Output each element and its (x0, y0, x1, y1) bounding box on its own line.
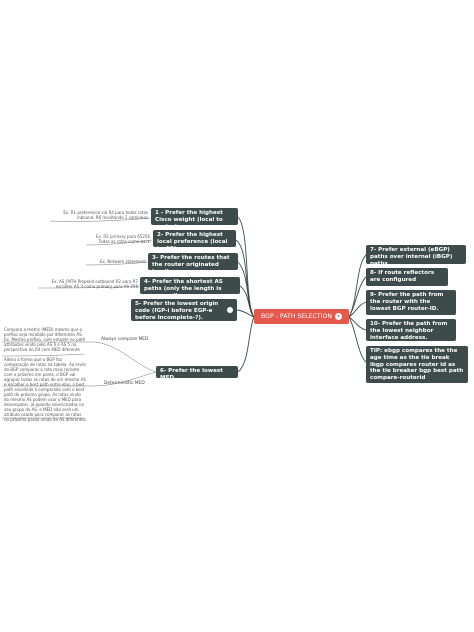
node-8-text: 8- If route reflectors are configured (370, 270, 435, 283)
note-line-5 (95, 342, 156, 372)
note-weight-example: Ex. R1 preferencia via R4 para todas rotas inbound. R6 resultando 2 caminhos (63, 210, 148, 220)
node-1-weight[interactable] (151, 208, 238, 230)
connector-11 (349, 317, 366, 362)
node-1-text: 1 - Prefer the highest Cisco weight (local to router). (155, 210, 223, 230)
note-local-pref-example: Ex. R2 primary para 65256 Todas as rotas como back (95, 234, 150, 244)
note-as-path-example: Ex. AS_PATH Prepend outbound R2 para R7 escolher AS 3 como primary para AS 256 (51, 279, 138, 289)
note-network-statement: Ex. Network statement (99, 259, 146, 264)
node-7-ebgp-over-ibgp[interactable] (366, 245, 466, 267)
node-3-text: 3- Prefer the routes that the router originated locally. (152, 255, 230, 275)
node-2-local-preference[interactable] (153, 230, 236, 252)
connector-6 (238, 317, 254, 372)
connector-7 (349, 255, 366, 317)
node-7-text: 7- Prefer external (eBGP) paths over internal (iBGP) paths (370, 247, 453, 267)
node-tip[interactable] (366, 346, 468, 383)
node-5-circle-icon (227, 307, 233, 313)
node-6-med[interactable] (156, 366, 238, 381)
central-title: BGP - PATH SELECTION (261, 313, 332, 320)
node-9-router-id[interactable] (366, 290, 456, 315)
note-line-9 (2, 354, 84, 356)
note-always-compare-med: Compara a metric (MED) mesmo que o prefixo seja recebido por diferentes AS. Ex. Mesmo prefixo, com empate no path attributes vindo pelo AS 3 e AS 5 na perspectiva do R4 com MED diferente (4, 327, 86, 352)
node-6-text: 6- Prefer the lowest MED. (160, 368, 223, 381)
node-5-text: 5- Prefer the lowest origin code (IGP-i before EGP-e before Incomplete-?). (135, 301, 219, 321)
label-always-compare-med[interactable]: Always compare MED (101, 337, 149, 342)
note-deterministic-med: Altera a forma que o BGP faz comparação de rotas na tabela. Ao invés do BGP comparar a rota mais recente com o próximo em pares, o BGP vai agrupar todas as rotas de um mesmo AS e escolher o best path entre elas, o best path escolhido é comparado com o best path de próximo grupo. As rotas vindo do mesmo AS podem usar o MED para desempatar, já quando selecionadas no seu grupo de AS, o MED não será um atributo usado para comparar as rotas no próximo passo vindo de AS diferentes (4, 357, 86, 422)
node-9-text: 9- Prefer the path from the router with the lowest BGP router-ID. (370, 292, 444, 312)
node-10-text: 10- Prefer the path from the lowest neighbor interface address. (370, 321, 448, 341)
label-deterministic-med[interactable]: Deterministic MED (104, 381, 145, 386)
node-tip-text: TIP: ebgp compares the the age time as the tie break ibgp compares router id as the tie breaker bgp best path compare-routerid (370, 348, 464, 382)
node-3-originated-locally[interactable] (148, 253, 238, 275)
topic-menu-icon[interactable]: • (336, 313, 341, 320)
connector-1 (238, 217, 254, 317)
node-4-text: 4- Prefer the shortest AS paths (only the length is compared). (144, 279, 223, 299)
node-2-text: 2- Prefer the highest local preference (local to AS). (157, 232, 228, 252)
node-5-origin-code[interactable] (131, 299, 237, 321)
central-topic[interactable] (254, 309, 349, 324)
node-4-as-path[interactable] (140, 277, 240, 299)
node-10-neighbor-address[interactable] (366, 319, 456, 341)
node-8-route-reflectors[interactable] (366, 268, 448, 286)
